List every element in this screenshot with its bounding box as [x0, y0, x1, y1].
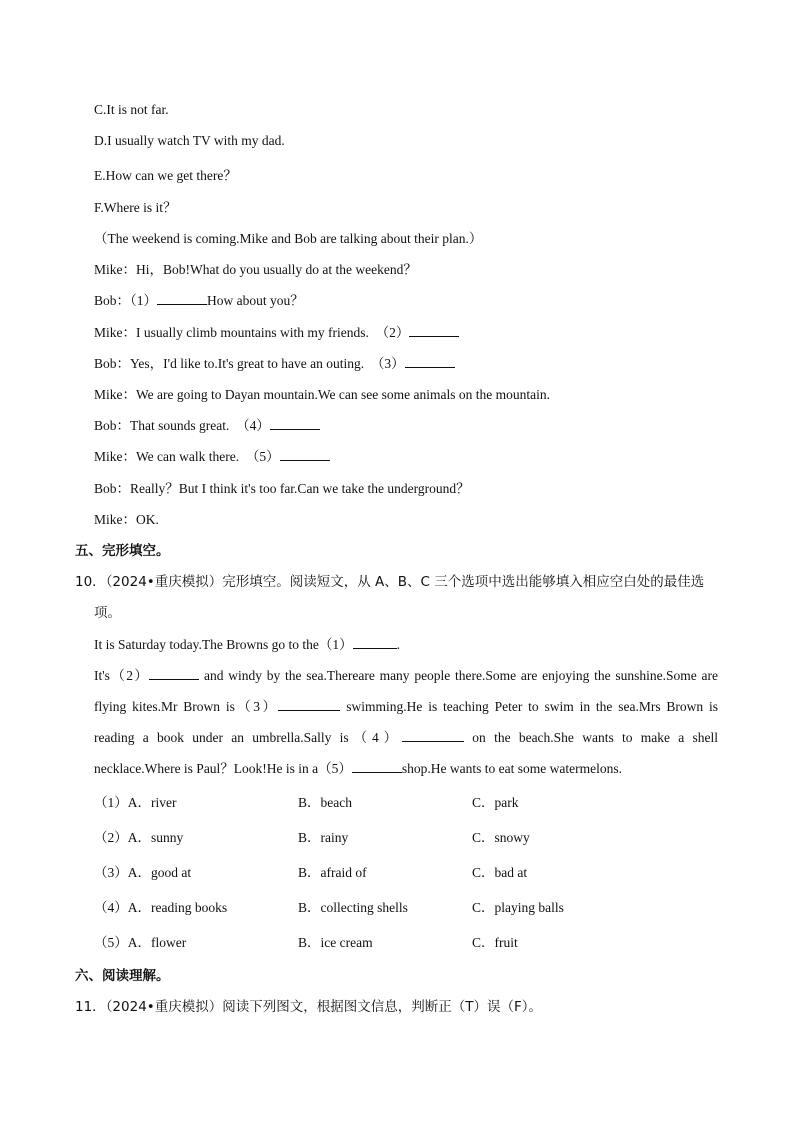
question-10-header: [75, 570, 704, 590]
choice-b[interactable]: B．collecting shells: [298, 900, 408, 915]
choice-b[interactable]: B．beach: [298, 795, 352, 810]
question-number: 11．: [75, 999, 106, 1015]
dialogue-line: [94, 445, 330, 465]
answer-blank[interactable]: [402, 729, 464, 742]
dialogue-line: [94, 383, 550, 403]
choice-row-4: [94, 896, 724, 916]
question-instruction: 完形填空。阅读短文，从 A、B、C 三个选项中选出能够填入相应空白处的最佳选: [222, 574, 705, 590]
passage-text: It's（2）: [94, 668, 150, 683]
dialogue-line: [94, 321, 459, 341]
utterance: I usually climb mountains with my friends.: [136, 325, 369, 340]
passage-line-2: [94, 664, 718, 684]
speaker: Bob：: [94, 293, 131, 308]
dialogue-line: [94, 414, 320, 434]
passage-line-5: [94, 757, 622, 777]
answer-blank[interactable]: [278, 698, 340, 711]
question-instruction: 阅读下列图文，根据图文信息，判断正（T）误（F）。: [222, 999, 543, 1015]
speaker: Mike：: [94, 512, 136, 527]
option-f: F.Where is it？: [94, 200, 177, 215]
passage-text: shop.He wants to eat some watermelons.: [401, 761, 622, 776]
speaker: Mike：: [94, 325, 136, 340]
passage-line-1: [94, 633, 400, 653]
utterance: How about you？: [207, 293, 304, 308]
choice-c[interactable]: C．bad at: [472, 865, 528, 880]
answer-blank[interactable]: [157, 292, 207, 305]
question-number: 10．: [75, 574, 106, 590]
utterance: Yes，I'd like to.It's great to have an outing.: [130, 356, 365, 371]
choice-c[interactable]: C．playing balls: [472, 900, 564, 915]
passage-text: .: [396, 637, 400, 652]
blank-number: （1）: [130, 293, 158, 308]
answer-blank[interactable]: [270, 417, 320, 430]
section-6-title: 六、阅读理解。: [75, 968, 170, 984]
blank-number: （5）: [245, 449, 280, 464]
question-11-header: [75, 995, 542, 1015]
question-source: （2024•重庆模拟）: [105, 574, 223, 590]
answer-blank[interactable]: [405, 355, 455, 368]
passage-text: It is Saturday today.The Browns go to the（1）: [94, 637, 353, 652]
utterance: Really？But I think it's too far.Can we take the underground？: [130, 481, 470, 496]
dialogue-line: [94, 289, 304, 309]
choice-a[interactable]: （3）A．good at: [94, 865, 192, 880]
choice-c[interactable]: C．snowy: [472, 830, 530, 845]
speaker: Bob：: [94, 418, 131, 433]
choice-row-3: [94, 861, 724, 881]
answer-blank[interactable]: [280, 448, 330, 461]
option-d: D.I usually watch TV with my dad.: [94, 133, 285, 148]
answer-blank[interactable]: [149, 667, 199, 680]
blank-number: （3）: [370, 356, 405, 371]
passage-text: and windy by the sea.Thereare many people there.Some are enjoying the sunshine.Some are: [203, 668, 719, 683]
blank-number: （4）: [236, 418, 270, 433]
choice-c[interactable]: C．fruit: [472, 935, 518, 950]
passage-text: swimming.He is teaching Peter to swim in the sea.Mrs Brown is: [346, 699, 718, 714]
answer-blank[interactable]: [409, 324, 459, 337]
blank-number: （2）: [375, 325, 410, 340]
utterance: We are going to Dayan mountain.We can see some animals on the mountain.: [136, 387, 550, 402]
passage-text: necklace.Where is Paul？Look!He is in a（5）: [94, 761, 352, 776]
passage-text: flying kites.Mr Brown is（3）: [94, 699, 279, 714]
utterance: Hi，Bob!What do you usually do at the weekend？: [136, 262, 417, 277]
passage-text: on the beach.She wants to make a shell: [472, 730, 718, 745]
choice-b[interactable]: B．ice cream: [298, 935, 373, 950]
speaker: Bob：: [94, 356, 131, 371]
passage-text: reading a book under an umbrella.Sally is（4）: [94, 730, 403, 745]
utterance: OK.: [136, 512, 159, 527]
speaker: Mike：: [94, 387, 136, 402]
answer-blank[interactable]: [353, 636, 397, 649]
option-e: E.How can we get there？: [94, 168, 237, 183]
choice-row-1: [94, 791, 724, 811]
utterance: That sounds great.: [130, 418, 230, 433]
choice-a[interactable]: （2）A．sunny: [94, 830, 184, 845]
answer-blank[interactable]: [352, 760, 402, 773]
question-10-instruction-cont: 项。: [94, 605, 121, 621]
section-5-title: 五、完形填空。: [75, 543, 170, 559]
speaker: Mike：: [94, 449, 136, 464]
choice-b[interactable]: B．afraid of: [298, 865, 367, 880]
choice-c[interactable]: C．park: [472, 795, 519, 810]
choice-a[interactable]: （5）A．flower: [94, 935, 187, 950]
dialogue-line: [94, 508, 159, 528]
dialogue-line: [94, 477, 470, 497]
speaker: Bob：: [94, 481, 131, 496]
choice-row-2: [94, 826, 724, 846]
option-c: C.It is not far.: [94, 102, 169, 117]
choice-b[interactable]: B．rainy: [298, 830, 349, 845]
passage-line-4: [94, 726, 718, 746]
utterance: We can walk there.: [136, 449, 240, 464]
passage-line-3: [94, 695, 718, 715]
choice-a[interactable]: （4）A．reading books: [94, 900, 228, 915]
question-source: （2024•重庆模拟）: [105, 999, 223, 1015]
speaker: Mike：: [94, 262, 136, 277]
dialogue-line: [94, 258, 417, 278]
dialogue-line: [94, 352, 455, 372]
choice-a[interactable]: （1）A．river: [94, 795, 177, 810]
dialogue-intro: （The weekend is coming.Mike and Bob are talking about their plan.）: [94, 231, 483, 246]
choice-row-5: [94, 931, 724, 951]
